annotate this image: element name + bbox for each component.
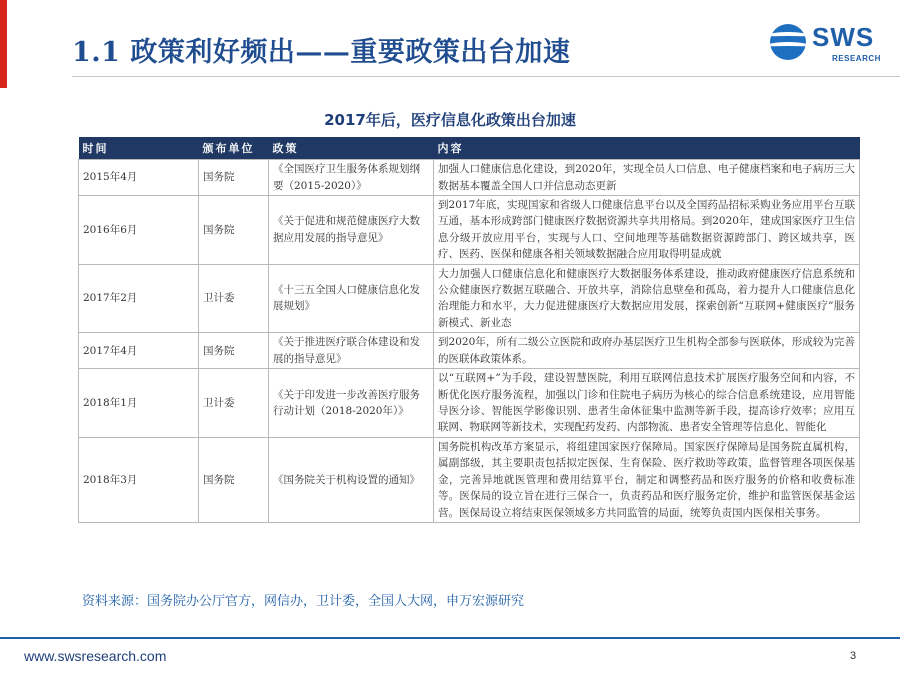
cell-issuer: 国务院 bbox=[199, 437, 269, 522]
cell-content: 到2017年底，实现国家和省级人口健康信息平台以及全国药品招标采购业务应用平台互联互通，基本形成跨部门健康医疗数据资源共享共用格局。到2020年，建成国家医疗卫生信息分级开放应用平台，实现与人口、空间地理等基础数据资源跨部门、跨区域共享，医疗、医药、医保和健康各相关领域数据融合应用取得明显成就 bbox=[434, 196, 860, 265]
cell-time: 2017年4月 bbox=[79, 333, 199, 369]
table-row bbox=[79, 264, 860, 333]
cell-issuer: 国务院 bbox=[199, 196, 269, 265]
header-content: 内容 bbox=[434, 137, 860, 160]
slide-title: 1.1 政策利好频出——重要政策出台加速 bbox=[72, 37, 571, 68]
cell-policy: 《关于印发进一步改善医疗服务行动计划（2018-2020年）》 bbox=[269, 369, 434, 438]
cell-content: 大力加强人口健康信息化和健康医疗大数据服务体系建设，推动政府健康医疗信息系统和公众健康医疗数据互联融合、开放共享，消除信息壁垒和孤岛，着力提升人口健康信息化治理能力和水平，大力促进健康医疗大数据应用发展，探索创新“互联网+健康医疗”服务新模式、新业态 bbox=[434, 264, 860, 333]
cell-issuer: 卫计委 bbox=[199, 264, 269, 333]
cell-policy: 《关于促进和规范健康医疗大数据应用发展的指导意见》 bbox=[269, 196, 434, 265]
cell-time: 2016年6月 bbox=[79, 196, 199, 265]
header-policy: 政策 bbox=[269, 137, 434, 160]
website-link[interactable]: www.swsresearch.com bbox=[24, 648, 167, 664]
table-row bbox=[79, 369, 860, 438]
cell-content: 国务院机构改革方案显示，将组建国家医疗保障局。国家医疗保障局是国务院直属机构，属副部级，其主要职责包括拟定医保、生育保险、医疗救助等政策，监督管理各项医保基金，完善异地就医管理和费用结算平台，制定和调整药品和医疗服务的价格和收费标准等。医保局的设立旨在进行三保合一，负责药品和医疗服务定价，维护和监管医保基金运营。医保局设立将结束医保领域多方共同监管的局面，统筹负责国内医保相关事务。 bbox=[434, 437, 860, 522]
cell-time: 2017年2月 bbox=[79, 264, 199, 333]
cell-policy: 《十三五全国人口健康信息化发展规划》 bbox=[269, 264, 434, 333]
page-number: 3 bbox=[850, 650, 857, 662]
cell-policy: 《国务院关于机构设置的通知》 bbox=[269, 437, 434, 522]
cell-policy: 《关于推进医疗联合体建设和发展的指导意见》 bbox=[269, 333, 434, 369]
cell-content: 到2020年，所有二级公立医院和政府办基层医疗卫生机构全部参与医联体，形成较为完善的医联体政策体系。 bbox=[434, 333, 860, 369]
sws-logo-icon bbox=[770, 24, 806, 60]
policy-table bbox=[78, 137, 860, 523]
logo-subtext: RESEARCH bbox=[832, 54, 881, 63]
accent-bar bbox=[0, 0, 7, 88]
title-divider bbox=[72, 76, 900, 77]
table-row bbox=[79, 196, 860, 265]
cell-time: 2018年3月 bbox=[79, 437, 199, 522]
table-header-row bbox=[79, 137, 860, 160]
header-issuer: 颁布单位 bbox=[199, 137, 269, 160]
source-note: 资料来源：国务院办公厅官方，网信办，卫计委，全国人大网，申万宏源研究 bbox=[82, 594, 525, 609]
logo-text: SWS bbox=[812, 22, 875, 52]
table-row bbox=[79, 333, 860, 369]
cell-content: 以“互联网+”为手段，建设智慧医院，利用互联网信息技术扩展医疗服务空间和内容，不断优化医疗服务流程，加强以门诊和住院电子病历为核心的综合信息系统建设，应用智能导医分诊、智能医学影像识别、患者生命体征集中监测等新手段，提高诊疗效率；应用互联网、物联网等新技术，实现配药发药、内部物流、患者安全管理等信息化、智能化 bbox=[434, 369, 860, 438]
table-row bbox=[79, 437, 860, 522]
cell-policy: 《全国医疗卫生服务体系规划纲要（2015-2020）》 bbox=[269, 160, 434, 196]
cell-content: 加强人口健康信息化建设，到2020年，实现全员人口信息、电子健康档案和电子病历三大数据基本覆盖全国人口并信息动态更新 bbox=[434, 160, 860, 196]
cell-issuer: 国务院 bbox=[199, 333, 269, 369]
cell-issuer: 卫计委 bbox=[199, 369, 269, 438]
cell-time: 2015年4月 bbox=[79, 160, 199, 196]
cell-time: 2018年1月 bbox=[79, 369, 199, 438]
header-time: 时间 bbox=[79, 137, 199, 160]
table-row bbox=[79, 160, 860, 196]
sws-logo bbox=[770, 22, 888, 68]
table-title: 2017年后，医疗信息化政策出台加速 bbox=[324, 111, 576, 129]
cell-issuer: 国务院 bbox=[199, 160, 269, 196]
footer-divider bbox=[0, 637, 900, 639]
